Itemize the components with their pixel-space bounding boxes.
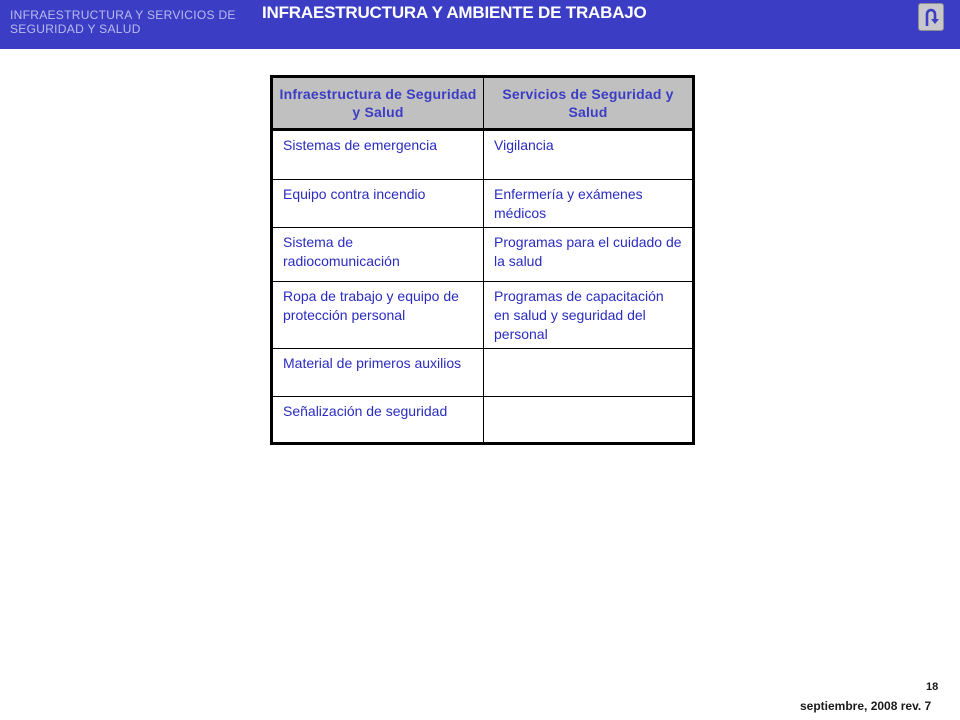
table-cell: Señalización de seguridad (272, 397, 484, 444)
table-cell (484, 397, 694, 444)
table-cell: Equipo contra incendio (272, 180, 484, 228)
table-cell: Ropa de trabajo y equipo de protección personal (272, 282, 484, 349)
table-cell: Sistemas de emergencia (272, 130, 484, 180)
slide-title: INFRAESTRUCTURA Y AMBIENTE DE TRABAJO (262, 3, 647, 22)
table-row (272, 228, 694, 282)
page-number: 18 (926, 681, 939, 693)
table-cell: Programas de capacitación en salud y seguridad del personal (484, 282, 694, 349)
table-row (272, 349, 694, 397)
u-turn-back-icon (922, 7, 940, 27)
table-cell: Programas para el cuidado de la salud (484, 228, 694, 282)
table-row (272, 180, 694, 228)
table-cell: Enfermería y exámenes médicos (484, 180, 694, 228)
table-header-row (272, 77, 694, 130)
table-row (272, 282, 694, 349)
table-cell: Material de primeros auxilios (272, 349, 484, 397)
section-label: INFRAESTRUCTURA Y SERVICIOS DE SEGURIDAD Y SALUD (10, 8, 236, 36)
safety-table (270, 75, 695, 445)
table-cell (484, 349, 694, 397)
slide-header (0, 0, 960, 49)
footer-date: septiembre, 2008 rev. 7 (800, 699, 932, 713)
table-cell: Vigilancia (484, 130, 694, 180)
header-infraestructura: Infraestructura de Seguridad y Salud (272, 77, 484, 130)
table-row (272, 397, 694, 444)
table-cell: Sistema de radiocomunicación (272, 228, 484, 282)
table-row (272, 130, 694, 180)
header-servicios: Servicios de Seguridad y Salud (484, 77, 694, 130)
back-button[interactable] (918, 3, 944, 31)
